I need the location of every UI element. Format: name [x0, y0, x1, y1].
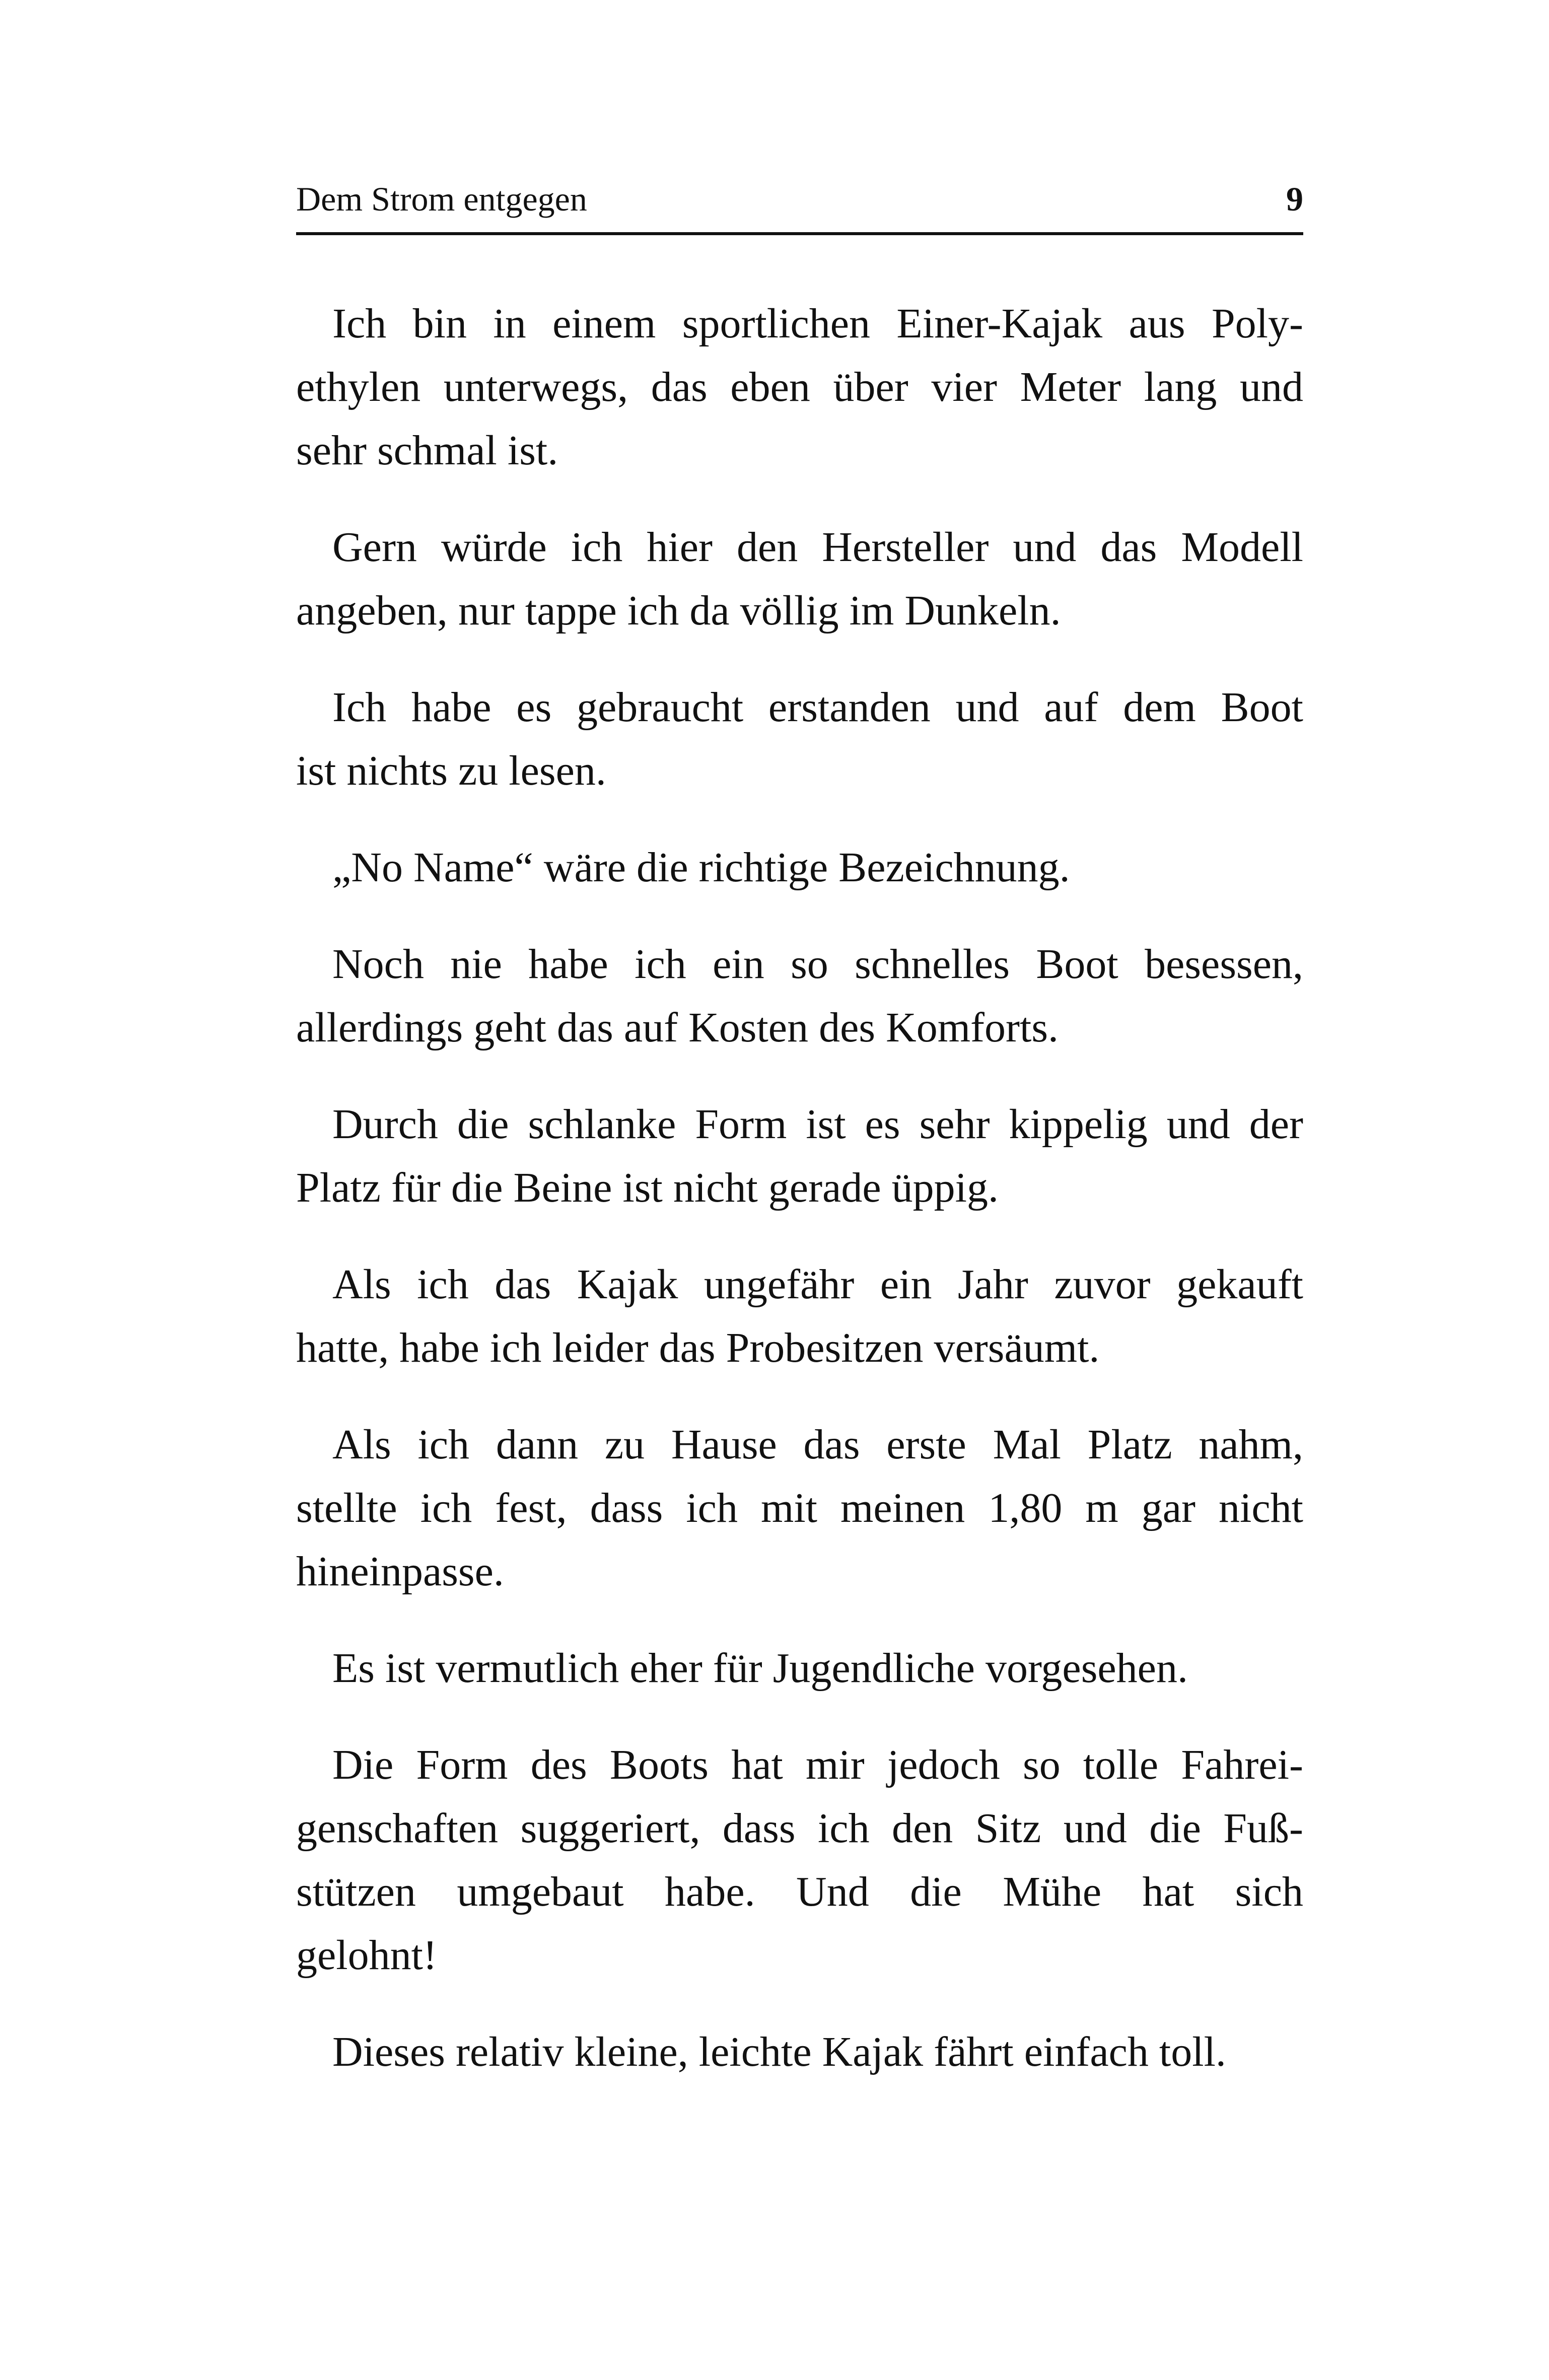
- body-text: [296, 292, 1303, 2117]
- paragraph: [296, 516, 1303, 643]
- text-line: Es ist vermutlich eher für Jugendliche vorgesehen.: [332, 1645, 1188, 1692]
- paragraph: [296, 836, 1303, 899]
- page-number: 9: [1286, 180, 1303, 218]
- text-line: Gern würde ich hier den Hersteller und das Modell: [332, 524, 1303, 571]
- text-line: stellte ich fest, dass ich mit meinen 1,80 m gar nicht: [296, 1485, 1303, 1531]
- text-line: sehr schmal ist.: [296, 427, 558, 474]
- text-line: angeben, nur tappe ich da völlig im Dunkeln.: [296, 587, 1061, 634]
- text-line: stützen umgebaut habe. Und die Mühe hat sich: [296, 1868, 1303, 1915]
- paragraph: [296, 1253, 1303, 1380]
- text-line: Dieses relativ kleine, leichte Kajak fährt einfach toll.: [332, 2028, 1226, 2075]
- running-title: Dem Strom entgegen: [296, 180, 587, 218]
- text-line: hatte, habe ich leider das Probesitzen versäumt.: [296, 1324, 1100, 1371]
- paragraph: [296, 292, 1303, 482]
- text-line: Ich bin in einem sportlichen Einer-Kajak aus Poly-: [332, 300, 1303, 347]
- text-line: Platz für die Beine ist nicht gerade üppig.: [296, 1164, 999, 1211]
- header-rule: [296, 232, 1303, 235]
- running-header: [296, 174, 1303, 224]
- paragraph: [296, 2020, 1303, 2084]
- paragraph: [296, 1637, 1303, 1700]
- text-line: Als ich das Kajak ungefähr ein Jahr zuvor gekauft: [332, 1261, 1303, 1308]
- paragraph: [296, 676, 1303, 803]
- text-line: „No Name“ wäre die richtige Bezeichnung.: [332, 844, 1070, 891]
- text-line: Die Form des Boots hat mir jedoch so tolle Fahrei-: [332, 1741, 1303, 1788]
- text-line: ethylen unterwegs, das eben über vier Meter lang und: [296, 364, 1303, 410]
- text-line: Noch nie habe ich ein so schnelles Boot besessen,: [332, 941, 1303, 988]
- paragraph: [296, 1733, 1303, 1987]
- paragraph: [296, 933, 1303, 1060]
- paragraph: [296, 1093, 1303, 1220]
- text-line: allerdings geht das auf Kosten des Komforts.: [296, 1004, 1059, 1051]
- text-line: gelohnt!: [296, 1932, 437, 1979]
- text-line: genschaften suggeriert, dass ich den Sitz und die Fuß-: [296, 1805, 1303, 1852]
- text-line: ist nichts zu lesen.: [296, 747, 606, 794]
- text-line: Durch die schlanke Form ist es sehr kippelig und der: [332, 1101, 1303, 1148]
- book-page: [296, 0, 1303, 2380]
- text-line: Als ich dann zu Hause das erste Mal Platz nahm,: [332, 1421, 1303, 1468]
- text-line: hineinpasse.: [296, 1548, 504, 1595]
- paragraph: [296, 1413, 1303, 1603]
- text-line: Ich habe es gebraucht erstanden und auf dem Boot: [332, 684, 1303, 731]
